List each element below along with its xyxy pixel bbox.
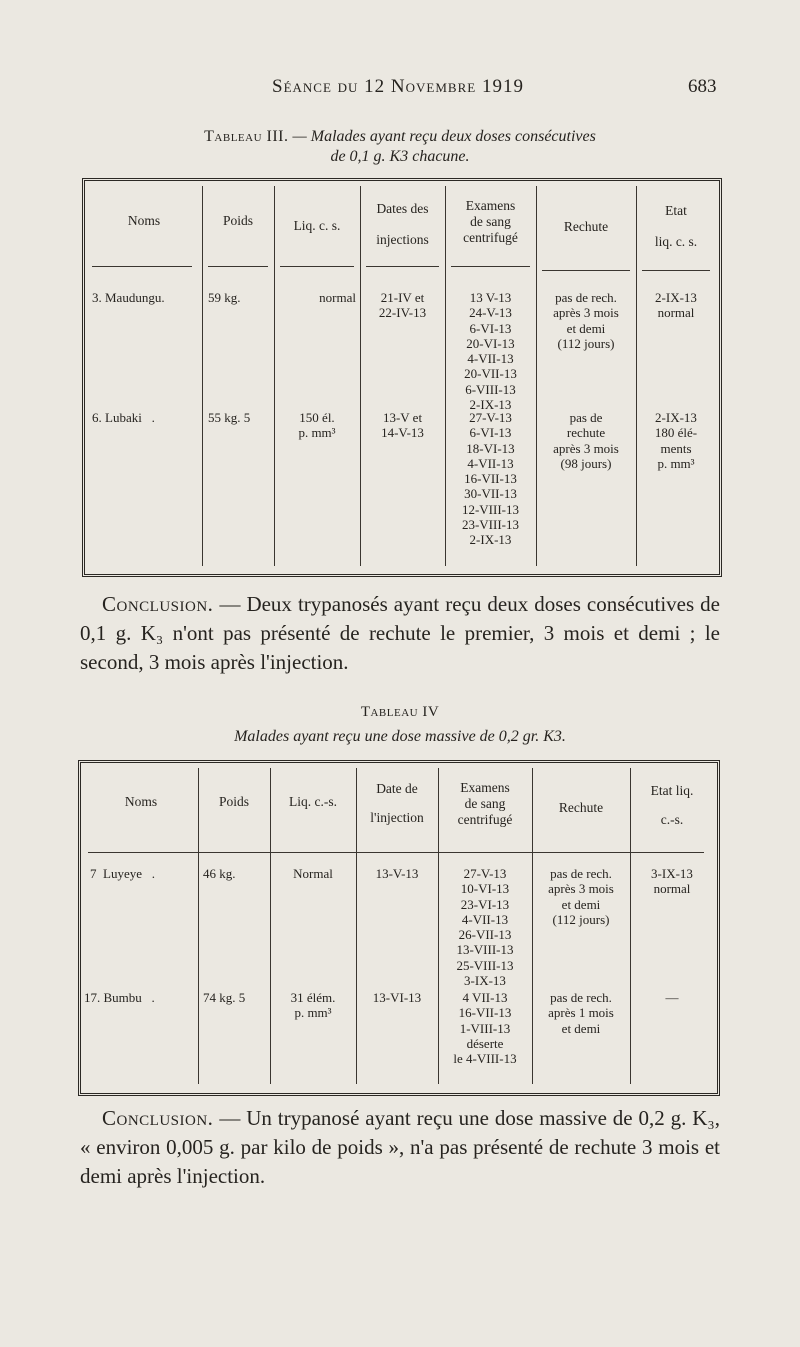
table3-header-etat-line1: Etat xyxy=(665,203,687,218)
table4-header-etat xyxy=(630,780,714,830)
table4-caption-wrap xyxy=(80,728,720,746)
table3-header-liq: Liq. c. s. xyxy=(293,218,341,233)
table3-row2-examens: 27-V-13 6-VI-13 18-VI-13 4-VII-13 16-VII-13 30-VII-13 12-VIII-13 23-VIII-13 2-IX-13 xyxy=(461,410,520,548)
table3-row1-nom: 3. Maudungu. xyxy=(92,290,165,305)
table3-row1-etat: 2-IX-13 normal xyxy=(655,290,697,321)
table4-row1-date: 13-V-13 xyxy=(375,866,419,881)
table4-label: Tableau IV xyxy=(360,704,440,720)
table3-header-dates xyxy=(360,198,445,250)
table3-header-examens-line1: Examens xyxy=(465,198,516,213)
table3-row2-liq: 150 él. p. mm³ xyxy=(298,410,336,441)
table4-row2-poids: 74 kg. 5 xyxy=(203,990,246,1005)
table4-header-etat-line1: Etat liq. xyxy=(650,783,694,798)
table3-row1-poids: 59 kg. xyxy=(208,290,241,305)
table3-col-divider xyxy=(536,186,537,566)
table4-col-divider xyxy=(198,768,199,1084)
table3-col-divider xyxy=(202,186,203,566)
table4-row2-etat: — xyxy=(665,990,679,1005)
table4-row2-date: 13-VI-13 xyxy=(372,990,422,1005)
table4-row2-examens: 4 VII-13 16-VII-13 1-VIII-13 déserte le 4-VIII-13 xyxy=(453,990,517,1067)
table4-header-date xyxy=(356,778,438,828)
running-title: Séance du 12 Novembre 1919 xyxy=(272,76,524,97)
table3-col-divider xyxy=(274,186,275,566)
table4-row2-nom: 17. Bumbu . xyxy=(84,990,155,1005)
table4-row1-examens: 27-V-13 10-VI-13 23-VI-13 4-VII-13 26-VII-13 13-VIII-13 25-VIII-13 3-IX-13 xyxy=(456,866,514,989)
conclusion2-text: — Un trypanosé ayant reçu une dose massive de 0,2 g. K₃, « environ 0,005 g. par kilo de poids », n'a pas présenté de rechute 3 mois et demi après l'injection. xyxy=(80,1106,720,1188)
table3-header-rule xyxy=(451,266,530,267)
conclusion1-text: — Deux trypanosés ayant reçu deux doses consécutives de 0,1 g. K₃ n'ont pas présenté de rechute le premier, 3 mois et demi ; le second, 3 mois après l'injection. xyxy=(80,592,720,674)
table3-header-dates-line2: injections xyxy=(376,232,429,247)
table3-header-rule xyxy=(542,270,630,271)
table3-row1-liq: normal xyxy=(319,290,356,305)
conclusion1-label: Conclusion. xyxy=(102,592,214,616)
table4-header-rule xyxy=(88,852,704,853)
table4-label-wrap xyxy=(80,704,720,721)
table3-header-examens-line3: centrifugé xyxy=(463,230,518,245)
table3-row2-etat: 2-IX-13 180 élé- ments p. mm³ xyxy=(654,410,698,471)
table3-header-rule xyxy=(642,270,710,271)
table4-header-examens-line2: de sang xyxy=(464,796,506,811)
table4-row1-rechute: pas de rech. après 3 mois et demi (112 jours) xyxy=(548,866,614,927)
table3-header-examens xyxy=(445,198,536,246)
table3-header-dates-line1: Dates des xyxy=(376,201,429,216)
table3-header-rechute: Rechute xyxy=(563,219,609,234)
table3-row2-poids: 55 kg. 5 xyxy=(208,410,251,425)
page-number: 683 xyxy=(688,76,717,97)
table3-row2-dates: 13-V et 14-V-13 xyxy=(381,410,424,441)
table3-row2-rechute: pas de rechute après 3 mois (98 jours) xyxy=(553,410,619,471)
table3-caption-line2-wrap xyxy=(80,148,720,166)
table3-header-rule xyxy=(280,266,354,267)
table4-header-examens xyxy=(438,780,532,828)
table3-caption xyxy=(80,128,720,146)
conclusion2-label: Conclusion. xyxy=(102,1106,214,1130)
table4-row2-liq: 31 élém. p. mm³ xyxy=(290,990,336,1021)
table4-header-poids: Poids xyxy=(218,794,249,809)
table3-caption-line2: de 0,1 g. K3 chacune. xyxy=(330,148,470,165)
table4-col-divider xyxy=(270,768,271,1084)
conclusion2-paragraph xyxy=(80,1104,720,1191)
table4-header-examens-line3: centrifugé xyxy=(457,812,513,827)
table3-caption-line1: — Malades ayant reçu deux doses consécutives xyxy=(288,128,596,145)
table4-header-noms: Noms xyxy=(124,794,158,809)
table3-row1-dates: 21-IV et 22-IV-13 xyxy=(378,290,427,321)
table4-header-examens-line1: Examens xyxy=(460,780,510,795)
page-header xyxy=(0,76,800,106)
table3-row1-rechute: pas de rech. après 3 mois et demi (112 jours) xyxy=(553,290,619,351)
table3-row2-nom: 6. Lubaki . xyxy=(92,410,155,425)
table4-header-rechute: Rechute xyxy=(558,800,604,815)
table3-header-rule xyxy=(92,266,192,267)
table3-header-examens-line2: de sang xyxy=(470,214,511,229)
table3-row1-examens: 13 V-13 24-V-13 6-VI-13 20-VI-13 4-VII-13 20-VII-13 6-VIII-13 2-IX-13 xyxy=(464,290,517,413)
table3-header-poids: Poids xyxy=(222,213,253,228)
table3-header-etat xyxy=(636,200,716,252)
table3-header-etat-line2: liq. c. s. xyxy=(654,234,698,249)
conclusion1-paragraph xyxy=(80,590,720,677)
table4-row1-poids: 46 kg. xyxy=(203,866,236,881)
table3-header-rule xyxy=(208,266,268,267)
table3-label: Tableau III. xyxy=(204,128,289,145)
table3-header-rule xyxy=(366,266,439,267)
table4-row1-liq: Normal xyxy=(293,866,333,881)
table4-header-etat-line2: c.-s. xyxy=(660,812,684,827)
table4-header-liq: Liq. c.-s. xyxy=(289,794,337,809)
table4-row1-etat: 3-IX-13 normal xyxy=(651,866,693,897)
table4-header-date-line1: Date de xyxy=(376,781,418,796)
table4-caption: Malades ayant reçu une dose massive de 0,2 gr. K3. xyxy=(234,728,566,745)
table4-header-date-line2: l'injection xyxy=(370,810,424,825)
table3-header-noms: Noms xyxy=(127,213,161,228)
table4-row1-nom: 7 Luyeye . xyxy=(90,866,155,881)
table4-row2-rechute: pas de rech. après 1 mois et demi xyxy=(548,990,614,1036)
